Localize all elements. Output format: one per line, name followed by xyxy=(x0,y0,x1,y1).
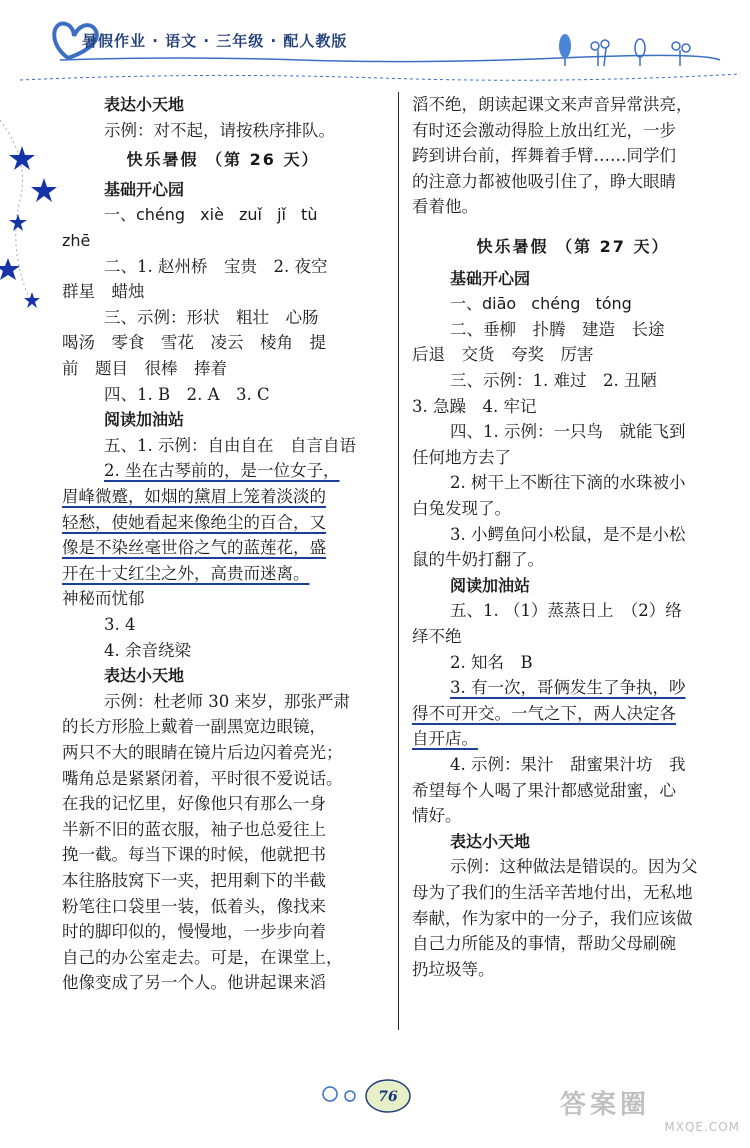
section-heading: 表达小天地 xyxy=(104,95,185,114)
answer-line: 2. 坐在古琴前的，是一位女子， xyxy=(104,461,340,481)
answer-line: 前 题目 很棒 捧着 xyxy=(62,359,227,378)
star-icon xyxy=(9,214,27,231)
answer-line: 四、1. 示例：一只鸟 就能飞到 xyxy=(450,422,686,442)
answer-line: 跨到讲台前，挥舞着手臂……同学们 xyxy=(412,146,676,166)
answer-line: 时的脚印似的，慢慢地，一步步向着 xyxy=(62,922,326,942)
column-divider xyxy=(398,92,399,1030)
answer-line: 五、1. （1）蒸蒸日上 （2）络 xyxy=(450,601,682,621)
watermark-logo xyxy=(560,1090,740,1140)
answer-line: 绎不绝 xyxy=(412,627,462,646)
answer-line: 示例：对不起，请按秩序排队。 xyxy=(104,120,335,140)
answer-line: 得不可开交。一气之下，两人决定各 xyxy=(412,703,676,723)
answer-line: 3. 4 xyxy=(104,615,136,634)
answer-line: 在我的记忆里，好像他只有那么一身 xyxy=(62,794,326,814)
header-title: 暑假作业 · 语文 · 三年级 · 配人教版 xyxy=(82,32,348,50)
answer-line: 希望每个人喝了果汁都感觉甜蜜，心 xyxy=(412,780,676,800)
watermark-sub: MXQE.COM xyxy=(664,1120,740,1134)
answer-line: 五、1. 示例：自由自在 自言自语 xyxy=(104,435,356,455)
answer-line: 自己的办公室走去。可是，在课堂上， xyxy=(62,947,343,967)
star-icon xyxy=(31,178,57,202)
answer-line: 母为了我们的生活辛苦地付出，无私地 xyxy=(412,883,693,902)
answer-line: 2. 知名 B xyxy=(450,652,533,672)
answer-line: 3. 急躁 4. 牢记 xyxy=(412,396,537,416)
answer-line: 3. 有一次，哥俩发生了争执，吵 xyxy=(450,678,686,698)
answer-line: 神秘而忧郁 xyxy=(62,589,145,609)
answer-line: 鼠的牛奶打翻了。 xyxy=(412,550,544,570)
answer-line: 扔垃圾等。 xyxy=(412,959,495,979)
answer-line: 本往胳肢窝下一夹，把用剩下的半截 xyxy=(62,871,326,890)
answer-line: 后退 交货 夸奖 厉害 xyxy=(412,345,594,365)
answer-line: 四、1. B 2. A 3. C xyxy=(104,384,270,404)
section-heading: 表达小天地 xyxy=(104,666,185,686)
answer-line: 一、chéng xiè zuǐ jǐ tù xyxy=(104,205,318,225)
answer-line: 白兔发现了。 xyxy=(412,499,511,518)
answer-line: 有时还会激动得脸上放出红光，一步 xyxy=(412,120,676,140)
answer-line: 二、垂柳 扑腾 建造 长途 xyxy=(450,319,665,339)
watermark-main: 答案圈 xyxy=(560,1090,651,1120)
section-heading: 阅读加油站 xyxy=(104,410,185,430)
answer-line: 挽一截。每当下课的时候，他就把书 xyxy=(62,845,326,865)
flowers-icon xyxy=(559,34,690,66)
answer-line: 滔不绝，朗读起课文来声音异常洪亮， xyxy=(412,95,693,114)
answer-line: 群星 蜡烛 xyxy=(62,282,145,302)
answer-line: 三、示例：1. 难过 2. 丑陋 xyxy=(450,371,657,390)
answer-line: 粉笔往口袋里一装，低着头，像找来 xyxy=(62,896,326,916)
star-icon xyxy=(0,258,20,280)
answer-line: 任何地方去了 xyxy=(412,447,511,467)
answer-line: zhē xyxy=(62,231,91,250)
answer-line: 自开店。 xyxy=(412,729,478,749)
answer-line: 4. 示例：果汁 甜蜜果汁坊 我 xyxy=(450,755,686,774)
stars-decoration xyxy=(0,0,60,330)
answer-line: 自己力所能及的事情，帮助父母刷碗 xyxy=(412,934,676,954)
day-title: 快乐暑假 （第 26 天） xyxy=(126,150,320,170)
day-title: 快乐暑假 （第 27 天） xyxy=(476,237,670,256)
answer-line: 2. 树干上不断往下滴的水珠被小 xyxy=(450,473,686,493)
answer-line: 示例：杜老师 30 来岁，那张严肃 xyxy=(104,691,350,711)
answer-line: 眉峰微蹙，如烟的黛眉上笼着淡淡的 xyxy=(62,487,326,506)
answer-line: 4. 余音绕梁 xyxy=(104,640,191,660)
answer-line: 情好。 xyxy=(412,806,462,826)
page-number: 76 xyxy=(378,1089,398,1105)
answer-line: 开在十丈红尘之外，高贵而迷离。 xyxy=(62,563,310,583)
answer-line: 三、示例：形状 粗壮 心肠 xyxy=(104,307,319,327)
answer-line: 两只不大的眼睛在镜片后边闪着亮光； xyxy=(62,743,343,762)
header-wave-line xyxy=(60,55,720,61)
answer-line: 像是不染丝毫世俗之气的蓝莲花，盛 xyxy=(62,538,326,558)
section-heading: 基础开心园 xyxy=(450,268,531,288)
answer-line: 看着他。 xyxy=(412,197,478,217)
section-heading: 阅读加油站 xyxy=(450,575,531,595)
page-header xyxy=(0,0,750,84)
answer-line: 他像变成了另一个人。他讲起课来滔 xyxy=(62,973,326,993)
answer-line: 的长方形脸上戴着一副黑宽边眼镜， xyxy=(62,717,326,737)
answer-line: 奉献，作为家中的一分子，我们应该做 xyxy=(412,908,693,928)
answer-line: 嘴角总是紧紧闭着，平时很不爱说话。 xyxy=(62,768,343,788)
answer-line: 的注意力都被他吸引住了，睁大眼睛 xyxy=(412,171,676,191)
star-icon xyxy=(9,146,35,170)
answer-line: 示例：这种做法是错误的。因为父 xyxy=(450,857,698,877)
answer-line: 二、1. 赵州桥 宝贵 2. 夜空 xyxy=(104,256,328,276)
answer-line: 半新不旧的蓝衣服，袖子也总爱往上 xyxy=(62,819,326,839)
answer-line: 轻愁，使她看起来像绝尘的百合，又 xyxy=(62,512,326,532)
answer-line: 一、diāo chéng tóng xyxy=(450,294,632,314)
section-heading: 基础开心园 xyxy=(104,179,185,199)
answer-line: 3. 小鳄鱼问小松鼠，是不是小松 xyxy=(450,524,686,544)
answer-line: 喝汤 零食 雪花 凌云 棱角 提 xyxy=(62,333,326,353)
section-heading: 表达小天地 xyxy=(450,831,531,851)
star-icon xyxy=(24,292,40,308)
